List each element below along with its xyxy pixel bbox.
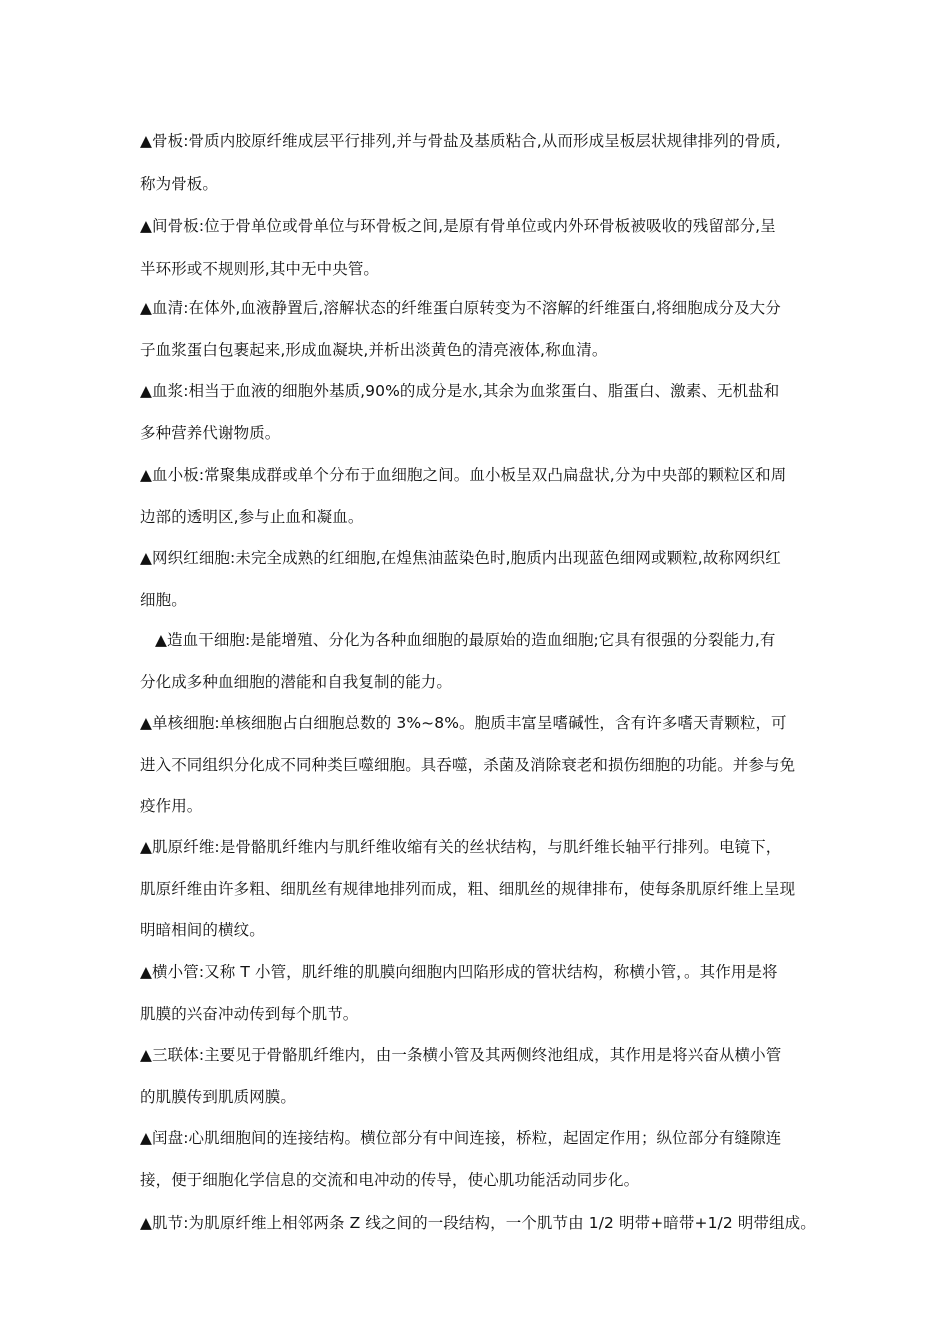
entry-9-line-0: ▲横小管:又称 T 小管，肌纤维的肌膜向细胞内凹陷形成的管状结构，称横小管，。其作用是将 [140,963,778,981]
entry-2-line-0: ▲血清:在体外,血液静置后,溶解状态的纤维蛋白原转变为不溶解的纤维蛋白,将细胞成分及大分 [140,299,781,317]
entry-10-line-1: 的肌膜传到肌质网膜。 [140,1088,297,1106]
entry-0-line-1: 称为骨板。 [140,175,219,193]
entry-12-line-0: ▲肌节:为肌原纤维上相邻两条 Z 线之间的一段结构，一个肌节由 1/2 明带+暗带+1/2 明带组成。 [140,1214,816,1232]
entry-7-line-0: ▲单核细胞:单核细胞占白细胞总数的 3%~8%。胞质丰富呈嗜碱性，含有许多嗜天青颗粒，可 [140,714,787,732]
entry-5-line-1: 细胞。 [140,591,187,609]
entry-4-line-0: ▲血小板:常聚集成群或单个分布于血细胞之间。血小板呈双凸扁盘状,分为中央部的颗粒区和周 [140,466,787,484]
entry-6-line-0: ▲造血干细胞:是能增殖、分化为各种血细胞的最原始的造血细胞;它具有很强的分裂能力,有 [155,631,776,649]
entry-9-line-1: 肌膜的兴奋冲动传到每个肌节。 [140,1005,359,1023]
entry-1-line-0: ▲间骨板:位于骨单位或骨单位与环骨板之间,是原有骨单位或内外环骨板被吸收的残留部分,呈 [140,217,776,235]
entry-7-line-1: 进入不同组织分化成不同种类巨噬细胞。具吞噬，杀菌及消除衰老和损伤细胞的功能。并参与免 [140,756,796,774]
entry-1-line-1: 半环形或不规则形,其中无中央管。 [140,260,380,278]
entry-8-line-2: 明暗相间的横纹。 [140,921,265,939]
entry-2-line-1: 子血浆蛋白包裹起来,形成血凝块,并析出淡黄色的清亮液体,称血清。 [140,341,608,359]
entry-4-line-1: 边部的透明区,参与止血和凝血。 [140,508,364,526]
entry-11-line-1: 接，便于细胞化学信息的交流和电冲动的传导，使心肌功能活动同步化。 [140,1171,640,1189]
entry-8-line-1: 肌原纤维由许多粗、细肌丝有规律地排列而成，粗、细肌丝的规律排布，使每条肌原纤维上呈现 [140,880,796,898]
entry-0-line-0: ▲骨板:骨质内胶原纤维成层平行排列,并与骨盐及基质粘合,从而形成呈板层状规律排列的骨质, [140,132,781,150]
entry-7-line-2: 疫作用。 [140,797,203,815]
entry-11-line-0: ▲闰盘:心肌细胞间的连接结构。横位部分有中间连接，桥粒，起固定作用；纵位部分有缝隙连 [140,1129,782,1147]
entry-8-line-0: ▲肌原纤维:是骨骼肌纤维内与肌纤维收缩有关的丝状结构，与肌纤维长轴平行排列。电镜下， [140,838,782,856]
entry-5-line-0: ▲网织红细胞:未完全成熟的红细胞,在煌焦油蓝染色时,胞质内出现蓝色细网或颗粒,故称网织红 [140,549,781,567]
entry-6-line-1: 分化成多种血细胞的潜能和自我复制的能力。 [140,673,453,691]
entry-3-line-0: ▲血浆:相当于血液的细胞外基质,90%的成分是水,其余为血浆蛋白、脂蛋白、激素、无机盐和 [140,382,780,400]
entry-3-line-1: 多种营养代谢物质。 [140,424,281,442]
entry-10-line-0: ▲三联体:主要见于骨骼肌纤维内，由一条横小管及其两侧终池组成，其作用是将兴奋从横小管 [140,1046,782,1064]
